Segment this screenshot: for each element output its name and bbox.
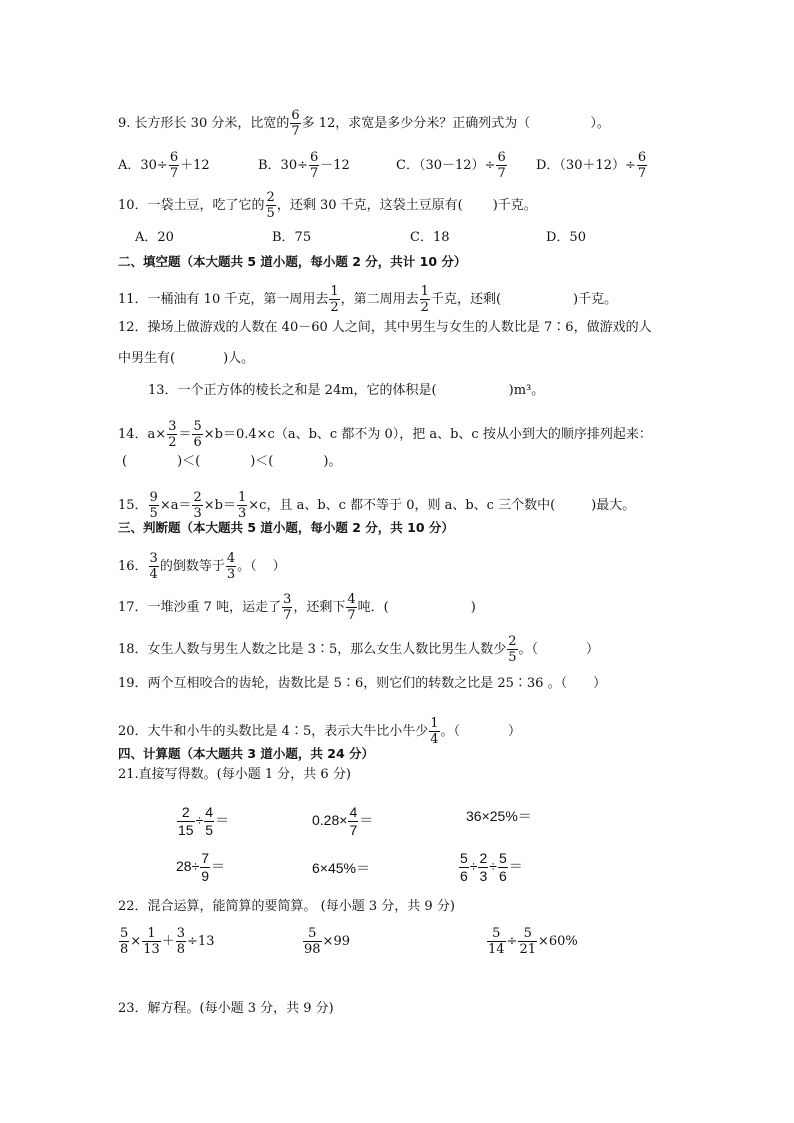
q21-expression-5: 6×45%＝ [312, 860, 370, 876]
question-11: 11．一桶油有 10 千克，第一周用去 $\frac{1}{2}$ ，第二周用去 $\frac{1}{2}$ 千克，还剩( )千克。 [118, 284, 618, 315]
question-14: 14．a× $\frac{3}{2}$ ＝ $\frac{5}{6}$ ×b＝0.4×c（a、b、c 都不为 0），把 a、b、c 按从小到大的顺序排列起来： [118, 419, 652, 450]
q10-option-d[interactable]: D．50 [546, 230, 586, 245]
q21-expression-3: 36×25%＝ [466, 808, 532, 824]
question-21-title: 21.直接写得数。(每小题 1 分，共 6 分) [118, 767, 351, 782]
question-19: 19．两个互相咬合的齿轮，齿数比是 5∶6，则它们的转数之比是 25∶36 。（ ） [118, 676, 607, 691]
q9-option-d[interactable]: D．（30＋12）÷ $\frac{6}{7}$ [536, 150, 647, 181]
fraction: $\frac{6}{7}$ [291, 108, 300, 139]
q10-option-c[interactable]: C．18 [410, 230, 450, 245]
question-12-line-2: 中男生有( )人。 [118, 351, 255, 366]
q9-option-a[interactable]: A．30÷ $\frac{6}{7}$ ＋12 [118, 150, 210, 181]
q21-expression-6: $\frac{5}{6}$ ÷ $\frac{2}{3}$ ÷ $\frac{5}{6}$ ＝ [460, 850, 523, 884]
question-9: 9. 长方形长 30 分米，比宽的 $\frac{6}{7}$ 多 12，求宽是多少分米？正确列式为（ ）。 [118, 108, 610, 139]
section-2-heading: 二、填空题（本大题共 5 道小题，每小题 2 分，共计 10 分） [118, 254, 467, 269]
q21-expression-2: 0.28× $\frac{4}{7}$ ＝ [312, 804, 374, 838]
q22-expression-2: $\frac{5}{98}$ ×99 [304, 926, 350, 957]
question-16: 16． $\frac{3}{4}$ 的倒数等于 $\frac{4}{3}$ 。（ ） [118, 551, 286, 582]
q22-expression-3: $\frac{5}{14}$ ÷ $\frac{5}{21}$ ×60% [488, 926, 578, 957]
q10-option-b[interactable]: B．75 [272, 230, 312, 245]
q9-option-c[interactable]: C．（30－12）÷ $\frac{6}{7}$ [396, 150, 506, 181]
question-18: 18．女生人数与男生人数之比是 3∶5，那么女生人数比男生人数少 $\frac{2}{5}$ 。（ ） [118, 634, 600, 665]
q21-expression-4: 28÷ $\frac{7}{9}$ ＝ [176, 850, 226, 884]
question-14-answer-line: ( )＜( )＜( )。 [122, 454, 342, 469]
q21-expression-1: $\frac{2}{15}$ ÷ $\frac{4}{5}$ ＝ [178, 804, 230, 838]
question-20: 20．大牛和小牛的头数比是 4∶5，表示大牛比小牛少 $\frac{1}{4}$ 。（ ） [118, 716, 522, 747]
section-4-heading: 四、计算题（本大题共 3 道小题，共 24 分） [118, 746, 375, 761]
section-3-heading: 三、判断题（本大题共 5 道小题，每小题 2 分，共 10 分） [118, 520, 454, 535]
q10-option-a[interactable]: A．20 [135, 230, 174, 245]
question-15: 15． $\frac{9}{5}$ ×a＝ $\frac{2}{3}$ ×b＝ $\frac{1}{3}$ ×c，且 a、b、c 都不等于 0，则 a、b、c 三个数中( )最大。 [118, 490, 636, 521]
q22-expression-1: $\frac{5}{8}$ × $\frac{1}{13}$ ＋ $\frac{3}{8}$ ÷13 [120, 926, 215, 957]
question-17: 17．一堆沙重 7 吨，运走了 $\frac{3}{7}$ ，还剩下 $\frac{4}{7}$ 吨．( ) [118, 592, 476, 623]
question-10: 10．一袋土豆，吃了它的 $\frac{2}{5}$ ，还剩 30 千克，这袋土豆原有( )千克。 [118, 190, 537, 221]
q9-option-b[interactable]: B．30÷ $\frac{6}{7}$ －12 [258, 150, 350, 181]
question-23-title: 23．解方程。(每小题 3 分，共 9 分) [118, 1001, 334, 1016]
question-12-line-1: 12．操场上做游戏的人数在 40－60 人之间，其中男生与女生的人数比是 7∶6，做游戏的人 [118, 320, 652, 335]
question-22-title: 22．混合运算，能简算的要简算。 (每小题 3 分，共 9 分) [118, 899, 455, 914]
question-13: 13．一个正方体的棱长之和是 24m，它的体积是( )m³。 [148, 383, 545, 398]
